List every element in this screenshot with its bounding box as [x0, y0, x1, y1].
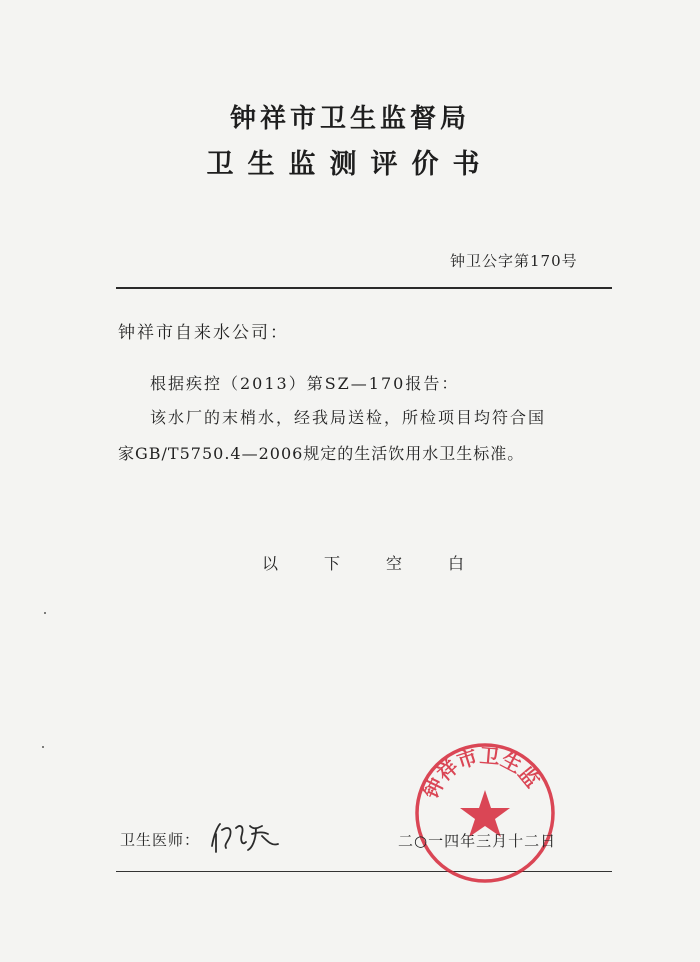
issuer-title: 钟祥市卫生监督局 [229, 104, 470, 134]
document-number: 钟卫公字第170号 [450, 252, 578, 270]
blank-char: 空 [386, 554, 403, 573]
official-seal [410, 738, 560, 892]
blank-below-marker [262, 551, 510, 574]
scan-speck [42, 746, 44, 748]
body-paragraph-3: 家GB/T5750.4—2006规定的生活饮用水卫生标准。 [118, 444, 525, 463]
header-divider [116, 287, 612, 289]
svg-text:钟祥市卫生监 [419, 743, 545, 802]
issue-date: 二○一四年三月十二日 [398, 832, 557, 850]
handwritten-signature [206, 816, 286, 856]
blank-char: 下 [324, 554, 341, 573]
body-paragraph-1: 根据疾控（2013）第SZ—170报告： [150, 374, 460, 393]
scan-speck [44, 612, 46, 614]
body-paragraph-2: 该水厂的末梢水，经我局送检，所检项目均符合国 [150, 408, 547, 427]
addressee: 钟祥市自来水公司： [118, 323, 289, 343]
blank-char: 白 [448, 554, 465, 573]
doctor-label: 卫生医师： [120, 831, 201, 849]
stamp-text: 钟祥市卫生监 [418, 743, 545, 803]
blank-char: 以 [262, 554, 279, 573]
document-title: 卫生监测评价书 [206, 149, 494, 180]
